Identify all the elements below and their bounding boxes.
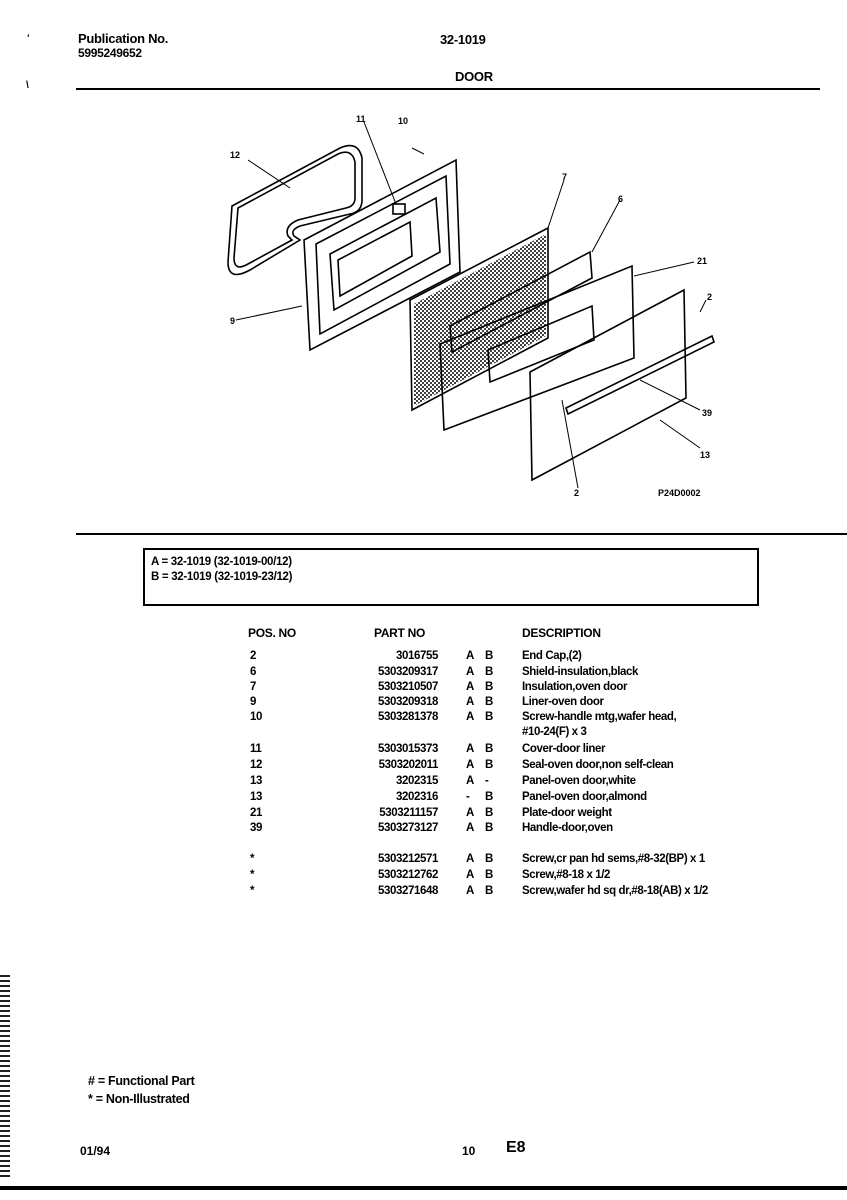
callout-label: 9 bbox=[230, 316, 236, 326]
pos-no: 21 bbox=[250, 807, 262, 819]
pos-no: 7 bbox=[250, 681, 256, 693]
table-row bbox=[0, 791, 847, 807]
variant-b-flag: B bbox=[485, 711, 493, 723]
callout-label: 13 bbox=[700, 450, 711, 460]
part-description: Screw,cr pan hd sems,#8-32(BP) x 1 bbox=[522, 853, 705, 865]
table-row bbox=[0, 885, 847, 901]
part-no-header: PART NO bbox=[374, 626, 426, 640]
variant-a-flag: A bbox=[466, 775, 474, 787]
pos-no: 39 bbox=[250, 822, 262, 834]
variant-a-flag: A bbox=[466, 869, 474, 881]
table-row bbox=[0, 807, 847, 823]
variant-a-flag: A bbox=[466, 666, 474, 678]
part-description-continued: #10-24(F) x 3 bbox=[522, 726, 587, 738]
variant-b: B = 32-1019 (32-1019-23/12) bbox=[151, 571, 293, 583]
part-no: 5303211157 bbox=[379, 807, 438, 819]
variant-b-flag: B bbox=[485, 743, 493, 755]
pos-no: 10 bbox=[250, 711, 262, 723]
variant-a-flag: A bbox=[466, 759, 474, 771]
variant-a-flag: A bbox=[466, 822, 474, 834]
footer-rule bbox=[0, 1186, 847, 1190]
pos-no: 13 bbox=[250, 791, 262, 803]
margin-mark: \ bbox=[26, 80, 29, 91]
variant-a-flag: A bbox=[466, 743, 474, 755]
part-no: 5303210507 bbox=[378, 681, 438, 693]
variant-a-flag: A bbox=[466, 853, 474, 865]
table-row bbox=[0, 711, 847, 727]
figure-code: P24D0002 bbox=[658, 488, 701, 498]
description-header: DESCRIPTION bbox=[522, 626, 601, 640]
pos-no: * bbox=[250, 869, 255, 881]
pos-no: 12 bbox=[250, 759, 262, 771]
part-no: 3202316 bbox=[396, 791, 438, 803]
part-description: Insulation,oven door bbox=[522, 681, 628, 693]
table-row bbox=[0, 681, 847, 697]
pos-no: 11 bbox=[250, 743, 262, 755]
variant-b-flag: - bbox=[485, 775, 489, 787]
pos-no-header: POS. NO bbox=[248, 626, 296, 640]
table-row bbox=[0, 869, 847, 885]
variant-a-flag: A bbox=[466, 650, 474, 662]
part-no: 5303212571 bbox=[378, 853, 438, 865]
section-title: DOOR bbox=[455, 69, 493, 84]
part-description: Screw,#8-18 x 1/2 bbox=[522, 869, 611, 881]
variant-b-flag: B bbox=[485, 650, 493, 662]
table-row bbox=[0, 822, 847, 838]
binding-edge bbox=[0, 975, 10, 1180]
callout-label: 2 bbox=[707, 292, 713, 302]
pos-no: 9 bbox=[250, 696, 256, 708]
pos-no: * bbox=[250, 853, 255, 865]
panel-part bbox=[530, 290, 686, 480]
part-no: 3016755 bbox=[396, 650, 438, 662]
callout-label: 10 bbox=[398, 116, 409, 126]
functional-part-legend: # = Functional Part bbox=[88, 1074, 195, 1088]
pos-no: 2 bbox=[250, 650, 256, 662]
pos-no: 13 bbox=[250, 775, 262, 787]
pos-no: * bbox=[250, 885, 255, 897]
variant-b-flag: B bbox=[485, 807, 493, 819]
part-no: 5303281378 bbox=[378, 711, 438, 723]
part-description: Screw-handle mtg,wafer head, bbox=[522, 711, 677, 723]
publication-label: Publication No. bbox=[78, 31, 169, 46]
callout-label: 21 bbox=[697, 256, 708, 266]
part-no: 5303209317 bbox=[378, 666, 438, 678]
margin-mark: ‘ bbox=[27, 33, 30, 44]
table-row bbox=[0, 759, 847, 775]
model-number: 32-1019 bbox=[440, 32, 486, 47]
variant-a: A = 32-1019 (32-1019-00/12) bbox=[151, 556, 292, 568]
non-illustrated-legend: * = Non-Illustrated bbox=[88, 1092, 190, 1106]
variant-b-flag: B bbox=[485, 681, 493, 693]
publication-number: 5995249652 bbox=[78, 46, 142, 60]
table-row bbox=[0, 775, 847, 791]
part-no: 3202315 bbox=[396, 775, 438, 787]
part-description: Liner-oven door bbox=[522, 696, 604, 708]
variant-b-flag: B bbox=[485, 759, 493, 771]
diagram-rule bbox=[76, 533, 847, 535]
variant-a-flag: A bbox=[466, 681, 474, 693]
variant-b-flag: B bbox=[485, 853, 493, 865]
variant-a-flag: A bbox=[466, 885, 474, 897]
part-no: 5303271648 bbox=[378, 885, 438, 897]
part-description: Plate-door weight bbox=[522, 807, 612, 819]
part-description: End Cap,(2) bbox=[522, 650, 582, 662]
variant-a-flag: A bbox=[466, 807, 474, 819]
footer-date: 01/94 bbox=[80, 1144, 111, 1158]
part-description: Screw,wafer hd sq dr,#8-18(AB) x 1/2 bbox=[522, 885, 708, 897]
variant-b-flag: B bbox=[485, 666, 493, 678]
variant-a-flag: - bbox=[466, 791, 470, 803]
callout-label: 7 bbox=[562, 172, 568, 182]
variant-a-flag: A bbox=[466, 696, 474, 708]
seal-part bbox=[228, 146, 362, 275]
table-row bbox=[0, 666, 847, 682]
part-description: Shield-insulation,black bbox=[522, 666, 639, 678]
callout-label: 11 bbox=[356, 114, 366, 124]
part-no: 5303015373 bbox=[378, 743, 438, 755]
variant-b-flag: B bbox=[485, 696, 493, 708]
callout-label: 12 bbox=[230, 150, 241, 160]
callout-label: 39 bbox=[702, 408, 713, 418]
part-no: 5303273127 bbox=[378, 822, 438, 834]
callout-label: 2 bbox=[574, 488, 580, 498]
header-rule bbox=[76, 88, 820, 90]
part-no: 5303209318 bbox=[378, 696, 438, 708]
page-number: 10 bbox=[462, 1144, 476, 1158]
variant-key-box bbox=[143, 548, 759, 606]
section-code: E8 bbox=[506, 1139, 526, 1156]
part-no: 5303212762 bbox=[378, 869, 438, 881]
variant-b-flag: B bbox=[485, 791, 493, 803]
part-no: 5303202011 bbox=[378, 759, 438, 771]
part-description: Panel-oven door,white bbox=[522, 775, 636, 787]
table-row bbox=[0, 650, 847, 666]
part-description: Seal-oven door,non self-clean bbox=[522, 759, 674, 771]
table-row bbox=[0, 853, 847, 869]
variant-a-flag: A bbox=[466, 711, 474, 723]
door-exploded-diagram bbox=[0, 95, 847, 515]
variant-b-flag: B bbox=[485, 869, 493, 881]
pos-no: 6 bbox=[250, 666, 256, 678]
part-description: Handle-door,oven bbox=[522, 822, 613, 834]
callout-label: 6 bbox=[618, 194, 624, 204]
table-row bbox=[0, 743, 847, 759]
table-row bbox=[0, 696, 847, 712]
variant-b-flag: B bbox=[485, 885, 493, 897]
variant-b-flag: B bbox=[485, 822, 493, 834]
part-description: Panel-oven door,almond bbox=[522, 791, 647, 803]
part-description: Cover-door liner bbox=[522, 743, 606, 755]
